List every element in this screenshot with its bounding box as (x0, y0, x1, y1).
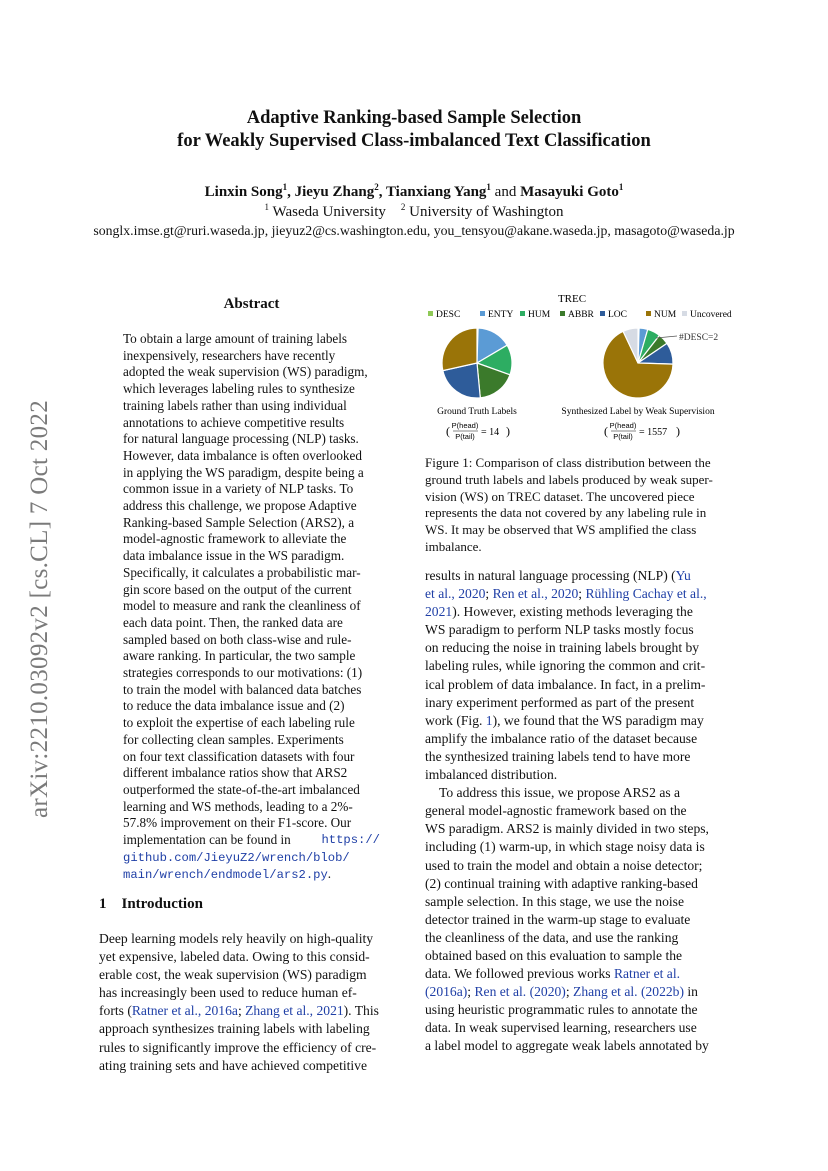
code-url-part-2[interactable]: github.com/JieyuZ2/wrench/blob/ (123, 850, 350, 865)
citation-zhang-2022b[interactable]: Zhang et al. (2022b) (573, 984, 684, 1000)
abstract-line: Specifically, it calculates a probabilistic mar- (123, 564, 361, 580)
citation-ratner-2016a[interactable]: Ratner et al., 2016a (131, 1003, 238, 1019)
rc-p1-line-1: results in natural language processing (NLP) (Yu (425, 568, 691, 583)
abstract-line: which leverages labeling rules to synthesize (123, 381, 355, 397)
citation-ren-2020[interactable]: Ren et al., 2020 (492, 586, 579, 602)
abstract-line: aware ranking. In particular, the two sample (123, 648, 356, 664)
caption-line: vision (WS) on TREC dataset. The uncovered piece (425, 488, 695, 504)
intro-line-7: rules to significantly improve the efficiency of cre- (99, 1039, 377, 1055)
figure-1 (420, 290, 740, 450)
citation-zhang-2021[interactable]: Zhang et al., 2021 (245, 1003, 344, 1019)
abstract-line: to reduce the data imbalance issue and (2) (123, 698, 345, 714)
rc-p2-line-14: data. In weak supervised learning, researchers use (425, 1020, 697, 1036)
abstract-body (123, 331, 380, 832)
abstract-line: data imbalance issue in the WS paradigm. (123, 548, 345, 564)
rc-p1-line-5: on reducing the noise in training labels brought by (425, 640, 700, 656)
legend-swatch-desc (428, 311, 433, 316)
legend-swatch-loc (600, 311, 605, 316)
url-period: . (327, 866, 332, 882)
rc-p2-line-1: To address this issue, we propose ARS2 as a (439, 785, 681, 801)
rc-p1-line-8: inary experiment performed as part of the present (425, 694, 695, 710)
introduction-paragraph (99, 930, 404, 1075)
caption-line: Figure 1: Comparison of class distribution between the (425, 455, 711, 470)
affil-1: Waseda University (272, 204, 386, 220)
legend-swatch-enty (480, 311, 485, 316)
left-ratio-denominator: P(tail) (455, 432, 475, 441)
rc-p2-line-10: obtained based on this evaluation to sample the (425, 947, 683, 963)
citation-ratner-2016a-year[interactable]: (2016a) (425, 984, 468, 1000)
rc-p1-line-9: work (Fig. 1), we found that the WS paradigm may (425, 712, 704, 728)
abstract-line: learning and WS methods, leading to a 2%- (123, 798, 353, 814)
rc-p2-line-3: WS paradigm. ARS2 is mainly divided in two steps, (425, 821, 709, 837)
abstract-line: model-agnostic framework to alleviate the (123, 531, 347, 547)
legend-swatch-num (646, 311, 651, 316)
affiliations (0, 202, 828, 221)
abstract-line: on four text classification datasets with four (123, 748, 355, 764)
figure-1-caption (425, 455, 730, 556)
abstract-line: for natural language processing (NLP) tasks. (123, 431, 359, 447)
citation-yu-2020[interactable]: Yu (675, 568, 691, 583)
legend-label-hum: HUM (528, 310, 551, 320)
intro-line-4: has increasingly been used to reduce human ef- (99, 985, 357, 1001)
abstract-line: annotations to achieve competitive results (123, 414, 345, 430)
abstract-line: gin score based on the output of the current (123, 581, 352, 597)
left-pie-label: Ground Truth Labels (437, 407, 517, 417)
legend-label-desc: DESC (436, 310, 461, 320)
right-ratio-numerator: P(head) (609, 421, 637, 430)
paper-title-line-2: for Weakly Supervised Class-imbalanced Text Classification (177, 131, 651, 151)
legend-swatch-abbr (560, 311, 565, 316)
affil-1-marker: 1 (264, 202, 270, 212)
author-1: Linxin Song (204, 184, 283, 200)
rc-p2-line-2: general model-agnostic framework based on the (425, 803, 687, 819)
left-ratio-open-paren: ( (446, 424, 450, 438)
author-2-affil: 2 (374, 182, 379, 192)
abstract-line: Ranking-based Sample Selection (ARS2), a (123, 514, 355, 530)
rc-p2-line-8: detector trained in the warm-up stage to evaluate (425, 911, 691, 927)
arxiv-identifier: arXiv:2210.03092v2 [cs.CL] 7 Oct 2022 (26, 400, 53, 818)
author-3-affil: 1 (486, 182, 491, 192)
abstract-heading: Abstract (223, 296, 280, 312)
rc-p1-line-11: the synthesized training labels tend to have more (425, 748, 691, 764)
ground-truth-slice-num (442, 328, 477, 371)
abstract-impl-text: implementation can be found in (123, 832, 291, 847)
left-ratio-close-paren: ) (506, 424, 510, 438)
author-4: Masayuki Goto (520, 184, 619, 200)
abstract-line: to train the model with balanced data batches (123, 681, 362, 697)
desc-annotation: #DESC=2 (679, 333, 719, 343)
author-and: and (494, 184, 517, 200)
right-ratio-denominator: P(tail) (613, 432, 633, 441)
abstract-line: different imbalance ratios show that ARS2 (123, 765, 348, 781)
rc-p1-line-7: ical problem of data imbalance. In fact, in a prelim- (425, 676, 706, 692)
citation-ratner-et-al[interactable]: Ratner et al. (613, 966, 680, 982)
right-ratio-close-paren: ) (676, 424, 680, 438)
abstract-line: training labels rather than using individual (123, 397, 347, 413)
right-ratio-value: = 1557 (639, 427, 668, 438)
affil-2-marker: 2 (400, 202, 406, 212)
code-url-part-1[interactable]: https:// (321, 833, 380, 847)
rc-p2-line-6: (2) continual training with adaptive ranking-based (425, 875, 698, 891)
rc-p2-line-13: using heuristic programmatic rules to annotate the (425, 1002, 698, 1018)
figure-title: TREC (557, 293, 587, 305)
abstract-tail (123, 832, 380, 884)
legend-label-abbr: ABBR (568, 310, 594, 320)
abstract-line: outperformed the state-of-the-art imbalanced (123, 781, 360, 797)
rc-p1-line-6: labeling rules, while ignoring the common and crit- (425, 658, 706, 674)
section-heading-introduction: 1 Introduction (99, 896, 203, 912)
abstract-line: for collecting clean samples. Experiments (123, 731, 344, 747)
citation-ren-2020-b[interactable]: Ren et al. (2020) (474, 984, 566, 1000)
rc-p1-line-2: et al., 2020; Ren et al., 2020; Rühling Cachay et al., (425, 586, 707, 602)
rc-p2-line-9: the cleanliness of the data, and use the ranking (425, 929, 679, 945)
pie-weak-supervision (603, 328, 673, 398)
intro-line-5: forts (Ratner et al., 2016a; Zhang et al., 2021). This (99, 1003, 379, 1019)
abstract-line: common issue in a variety of NLP tasks. To (123, 481, 354, 497)
rc-p1-line-10: amplify the imbalance ratio of the dataset because (425, 730, 698, 746)
figure-1-chart (420, 290, 740, 450)
code-url-part-3[interactable]: main/wrench/endmodel/ars2.py (123, 868, 328, 883)
rc-p2-line-4: including (1) warm-up, in which stage noisy data is (425, 839, 705, 855)
abstract-line: to exploit the expertise of each labeling rule (123, 715, 355, 731)
legend-swatch-uncovered (682, 311, 687, 316)
author-3: Tianxiang Yang (385, 184, 487, 200)
citation-yu-2020-cont[interactable]: et al., 2020 (425, 586, 486, 602)
caption-line: WS. It may be observed that WS amplified the class (425, 522, 697, 538)
author-2: Jieyu Zhang (294, 184, 375, 200)
intro-line-1: Deep learning models rely heavily on high-quality (99, 931, 374, 946)
caption-line: represents the data not covered by any labeling rule in (425, 505, 707, 521)
abstract-line: sampled based on both class-wise and rule- (123, 631, 352, 647)
author-1-affil: 1 (282, 182, 288, 192)
rc-p2-line-7: sample selection. In this stage, we use the noise (425, 893, 684, 909)
abstract-line: adopted the weak supervision (WS) paradigm, (123, 364, 368, 380)
legend-label-num: NUM (654, 310, 677, 320)
author-4-affil: 1 (618, 182, 624, 192)
pie-ground-truth (442, 328, 512, 398)
rc-p1-line-3: 2021). However, existing methods leveraging the (425, 604, 693, 620)
rc-p2-line-11: data. We followed previous works Ratner et al. (425, 966, 680, 982)
abstract-line: each data point. Then, the ranked data are (123, 614, 343, 630)
right-column-text (425, 567, 730, 1056)
left-ratio-value: = 14 (481, 427, 500, 438)
abstract-line: address this challenge, we propose Adaptive (123, 498, 357, 514)
legend-label-loc: LOC (608, 310, 627, 320)
affil-2: University of Washington (409, 204, 564, 220)
intro-line-3: erable cost, the weak supervision (WS) paradigm (99, 967, 367, 983)
abstract-line: However, data imbalance is often overlooked (123, 447, 362, 463)
caption-line: imbalance. (425, 538, 482, 554)
intro-line-8: ating training sets and have achieved competitive (99, 1057, 368, 1073)
legend-label-enty: ENTY (488, 310, 514, 320)
legend-label-uncovered: Uncovered (690, 310, 732, 320)
rc-p2-line-12: (2016a); Ren et al. (2020); Zhang et al. (2022b) in (425, 984, 698, 1000)
author-list: Linxin Song$^1$, Jieyu Zhang$^2$, Tianxiang Yang$^1$ and Masayuki Goto$^1$ (204, 182, 624, 200)
rc-p1-line-12: imbalanced distribution. (425, 767, 558, 783)
citation-ruhling-cachay-2021[interactable]: Rühling Cachay et al., (585, 586, 707, 602)
citation-ruhling-cachay-year[interactable]: 2021 (425, 604, 453, 620)
abstract-line: in applying the WS paradigm, despite being a (123, 464, 364, 480)
abstract-line: strategies corresponds to our motivations: (1) (123, 665, 363, 681)
figure-1-reference[interactable]: 1 (485, 712, 493, 728)
author-emails: songlx.imse.gt@ruri.waseda.jp, jieyuz2@cs.washington.edu, you_tensyou@akane.waseda.jp, masagoto@waseda.jp (93, 223, 735, 238)
abstract-line: 57.8% improvement on their F1-score. Our (123, 815, 352, 831)
paper-title-line-1: Adaptive Ranking-based Sample Selection (246, 108, 582, 128)
intro-line-6: approach synthesizes training labels with labeling (99, 1021, 370, 1037)
abstract-line: model to measure and rank the cleanliness of (123, 598, 361, 614)
abstract-line: inexpensively, researchers have recently (123, 347, 336, 363)
right-pie-label: Synthesized Label by Weak Supervision (561, 407, 715, 417)
rc-p1-line-4: WS paradigm to perform NLP tasks mostly focus (425, 622, 694, 638)
intro-line-2: yet expensive, labeled data. Owing to this consid- (99, 949, 370, 965)
right-ratio-open-paren: ( (604, 424, 608, 438)
left-ratio-numerator: P(head) (451, 421, 479, 430)
caption-line: ground truth labels and labels produced by weak super- (425, 471, 713, 487)
rc-p2-line-5: used to train the model and obtain a noise detector; (425, 857, 703, 873)
figure-legend (428, 310, 732, 320)
rc-p2-line-15: a label model to aggregate weak labels annotated by (425, 1038, 709, 1054)
abstract-line: To obtain a large amount of training labels (123, 331, 348, 346)
arxiv-side-banner (10, 372, 70, 846)
legend-swatch-hum (520, 311, 525, 316)
